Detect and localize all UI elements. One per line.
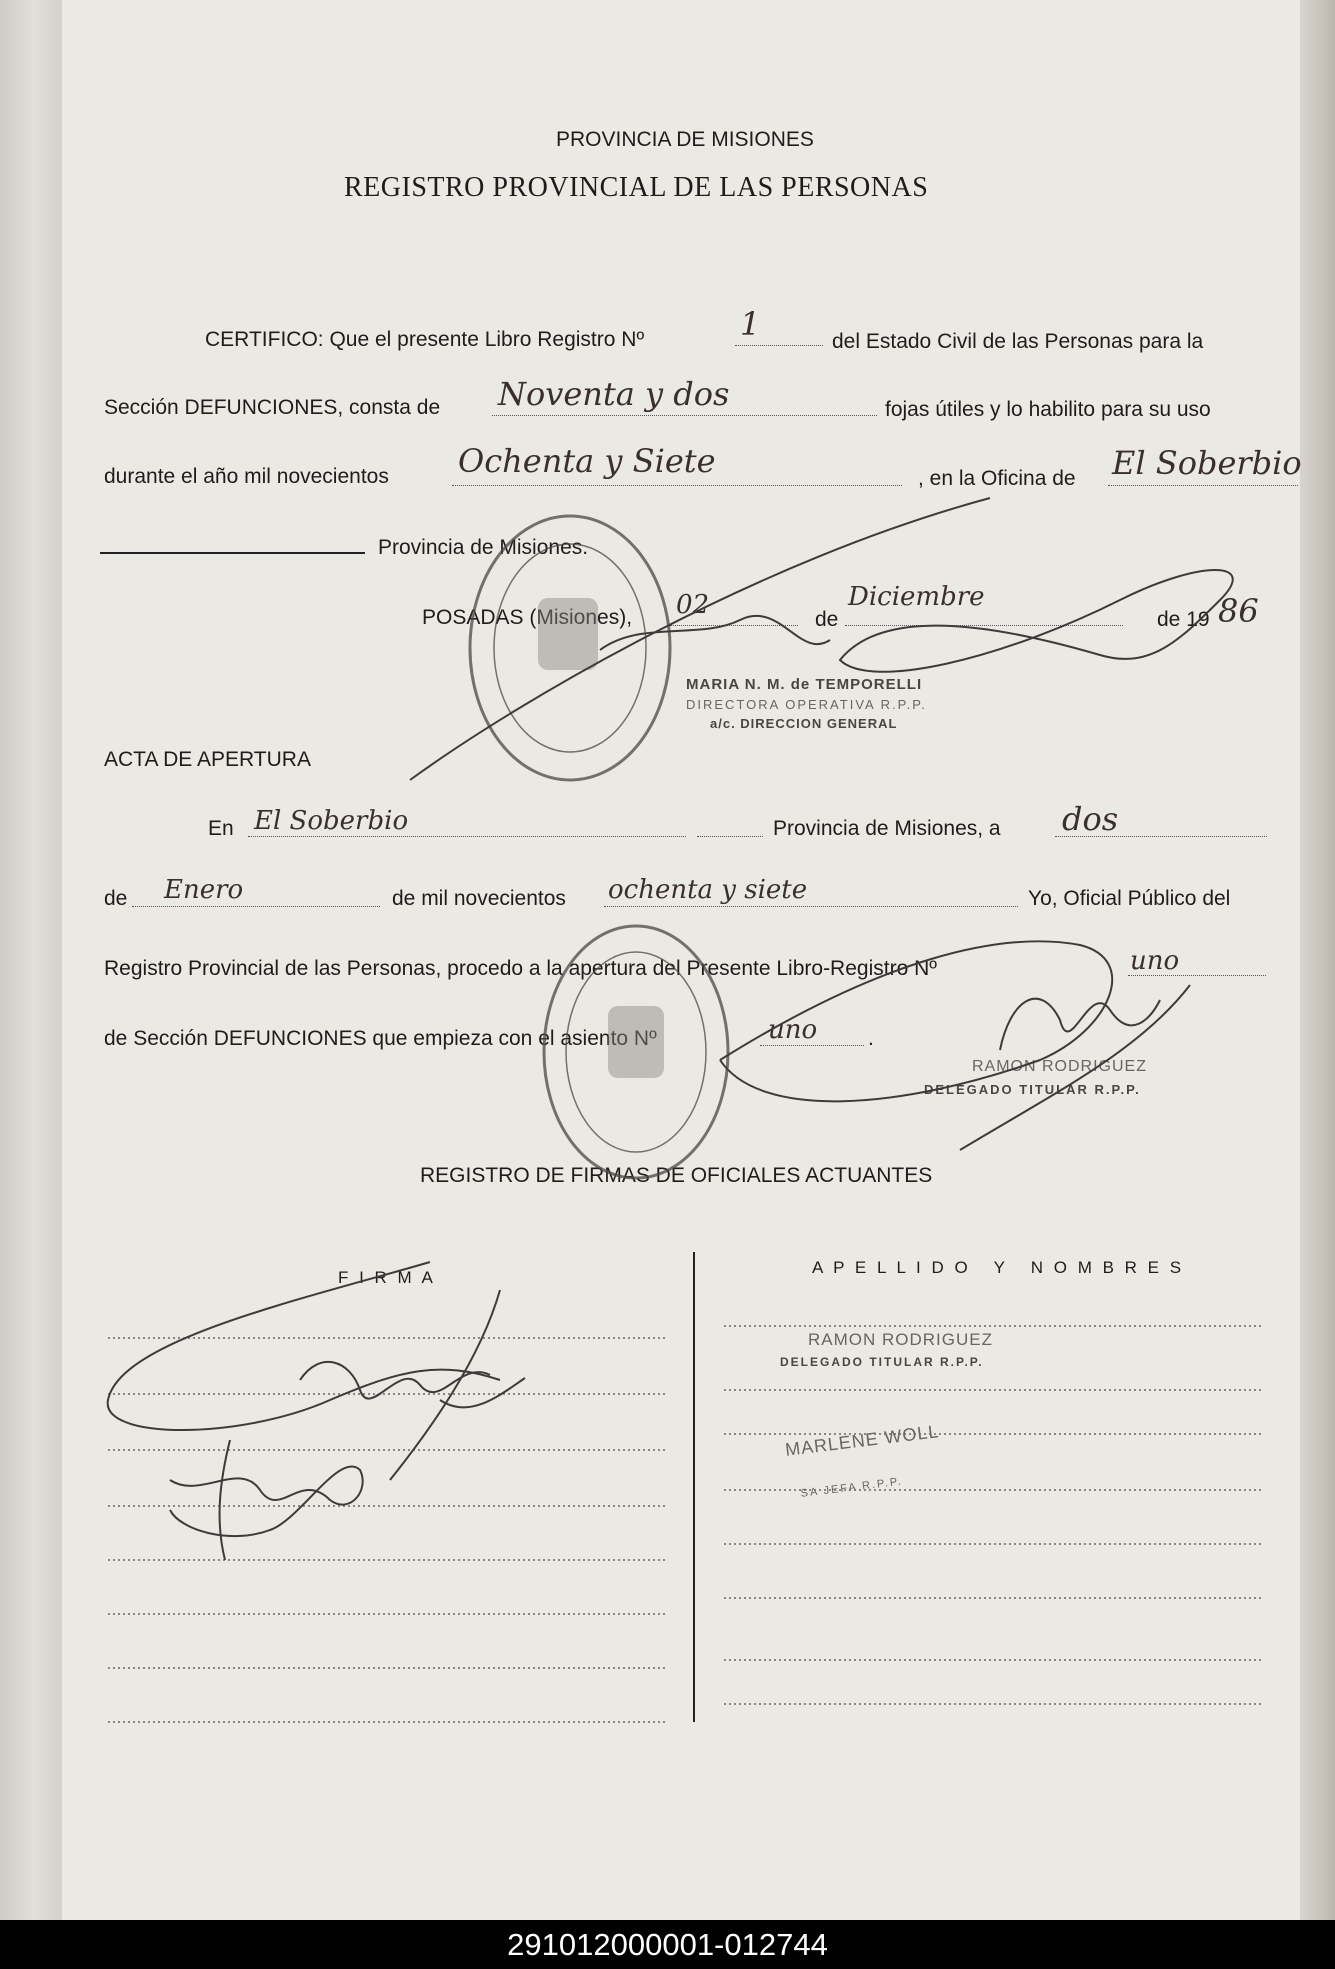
col-apellido: A P E L L I D O Y N O M B R E S — [812, 1258, 1185, 1277]
header-registry: REGISTRO PROVINCIAL DE LAS PERSONAS — [344, 172, 929, 203]
acta-en: En — [208, 817, 234, 840]
cert-line4: Provincia de Misiones. — [378, 536, 589, 559]
acta-month: Enero — [164, 875, 244, 905]
cert-line2-a: Sección DEFUNCIONES, consta de — [104, 396, 441, 419]
acta-day: dos — [1062, 800, 1119, 838]
col-firma: F I R M A — [338, 1268, 436, 1287]
cert-folios: Noventa y dos — [498, 375, 730, 413]
cert-de: de — [815, 608, 839, 631]
acta-line3: Registro Provincial de las Personas, procedo a la apertura del Presente Libro-Registro Nº — [104, 957, 937, 980]
cert-office: El Soberbio — [1112, 444, 1302, 482]
director-sub: a/c. DIRECCION GENERAL — [710, 716, 898, 731]
acta-place: El Soberbio — [254, 806, 409, 836]
delegate-title: DELEGADO TITULAR R.P.P. — [924, 1082, 1141, 1097]
sig-entry1-name: RAMON RODRIGUEZ — [808, 1330, 993, 1349]
acta-title: ACTA DE APERTURA — [104, 748, 311, 771]
cert-book-number: 1 — [740, 305, 761, 343]
acta-line4: de Sección DEFUNCIONES que empieza con el asiento Nº — [104, 1027, 657, 1050]
cert-day: 02 — [676, 590, 710, 620]
cert-month: Diciembre — [848, 582, 985, 612]
acta-yo: Yo, Oficial Público del — [1028, 887, 1231, 910]
sig-entry2-title: SA JEFA R.P.P. — [800, 1475, 904, 1500]
acta-de: de — [104, 887, 128, 910]
cert-year-suffix: 86 — [1218, 592, 1259, 630]
sig-entry1-title: DELEGADO TITULAR R.P.P. — [780, 1355, 984, 1369]
delegate-name: RAMON RODRIGUEZ — [972, 1058, 1147, 1075]
cert-line2-b: fojas útiles y lo habilito para su uso — [885, 398, 1211, 421]
acta-prov: Provincia de Misiones, a — [773, 817, 1001, 840]
firma-signatures — [108, 1262, 525, 1560]
cert-place: POSADAS (Misiones), — [422, 606, 633, 629]
sig-entry2-name: MARLENE WOLL — [784, 1421, 941, 1460]
header-province: PROVINCIA DE MISIONES — [556, 128, 814, 151]
firma-rows — [108, 1338, 666, 1722]
acta-mil: de mil novecientos — [392, 887, 566, 910]
cert-line3-a: durante el año mil novecientos — [104, 465, 389, 488]
director-name: MARIA N. M. de TEMPORELLI — [686, 676, 923, 693]
director-signature — [410, 498, 1233, 780]
cert-year-words: Ochenta y Siete — [458, 442, 716, 480]
delegate-signature — [720, 941, 1190, 1150]
signatures-title: REGISTRO DE FIRMAS DE OFICIALES ACTUANTES — [420, 1164, 933, 1187]
cert-year-prefix: de 19 — [1157, 608, 1210, 631]
cert-line3-b: , en la Oficina de — [918, 467, 1076, 490]
acta-year: ochenta y siete — [608, 875, 808, 905]
acta-entry: uno — [768, 1015, 818, 1045]
footer-id: 291012000001-012744 — [0, 1920, 1335, 1969]
nombres-rows — [724, 1326, 1262, 1704]
acta-book: uno — [1130, 946, 1180, 976]
cert-line1-a: CERTIFICO: Que el presente Libro Registro Nº — [205, 328, 645, 351]
registry-seal-2 — [544, 926, 728, 1178]
cert-line1-b: del Estado Civil de las Personas para la — [832, 330, 1204, 353]
registry-seal-1 — [470, 516, 670, 780]
director-title: DIRECTORA OPERATIVA R.P.P. — [686, 697, 927, 712]
acta-dot: . — [868, 1027, 874, 1050]
